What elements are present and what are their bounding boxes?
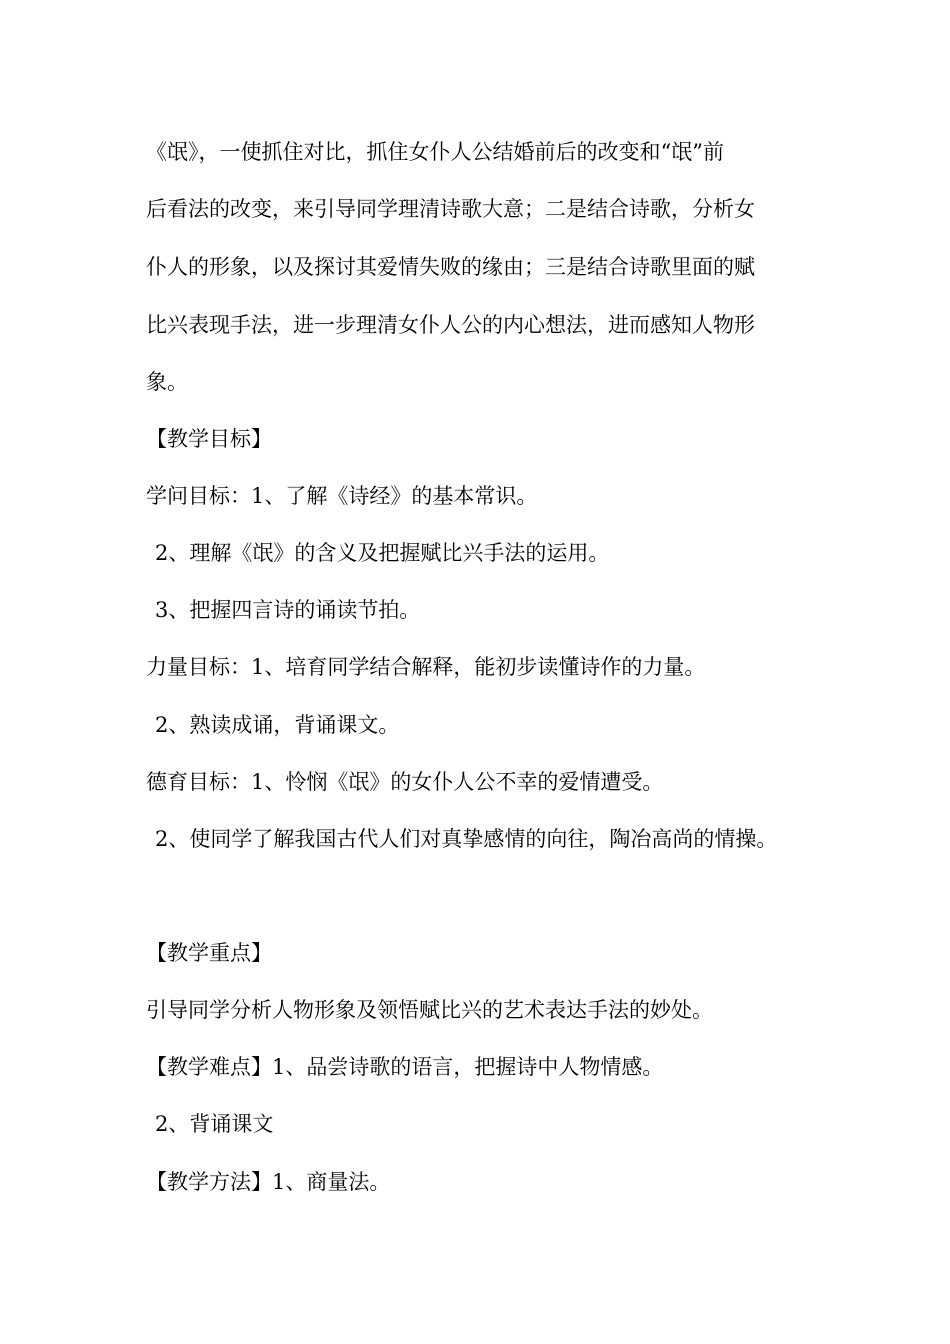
difficulty-line-2: 2、背诵课文 (155, 1112, 274, 1136)
focus-text: 引导同学分析人物形象及领悟赋比兴的艺术表达手法的妙处。 (146, 998, 713, 1022)
knowledge-objective-2: 2、理解《氓》的含义及把握赋比兴手法的运用。 (155, 541, 610, 565)
objectives-heading: 【教学目标】 (146, 427, 272, 451)
knowledge-objective-3: 3、把握四言诗的诵读节拍。 (155, 598, 421, 622)
moral-objective-2: 2、使同学了解我国古代人们对真挚感情的向往，陶冶高尚的情操。 (155, 827, 778, 851)
intro-line-4: 比兴表现手法，进一步理清女仆人公的内心想法，进而感知人物形 (146, 313, 755, 337)
intro-line-3: 仆人的形象，以及探讨其爱情失败的缘由；三是结合诗歌里面的赋 (146, 255, 755, 279)
intro-line-5: 象。 (146, 370, 188, 394)
moral-objective-1: 德育目标：1、怜悯《氓》的女仆人公不幸的爱情遭受。 (146, 770, 664, 794)
intro-line-2: 后看法的改变，来引导同学理清诗歌大意；二是结合诗歌，分析女 (146, 197, 755, 221)
knowledge-objective-1: 学问目标：1、了解《诗经》的基本常识。 (146, 484, 538, 508)
difficulty-line-1: 【教学难点】1、品尝诗歌的语言，把握诗中人物情感。 (146, 1055, 664, 1079)
ability-objective-2: 2、熟读成诵，背诵课文。 (155, 713, 400, 737)
ability-objective-1: 力量目标：1、培育同学结合解释，能初步读懂诗作的力量。 (146, 655, 706, 679)
intro-line-1: 《氓》，一使抓住对比，抓住女仆人公结婚前后的改变和“氓”前 (146, 140, 724, 164)
method-line-1: 【教学方法】1、商量法。 (146, 1170, 391, 1194)
focus-heading: 【教学重点】 (146, 941, 272, 965)
